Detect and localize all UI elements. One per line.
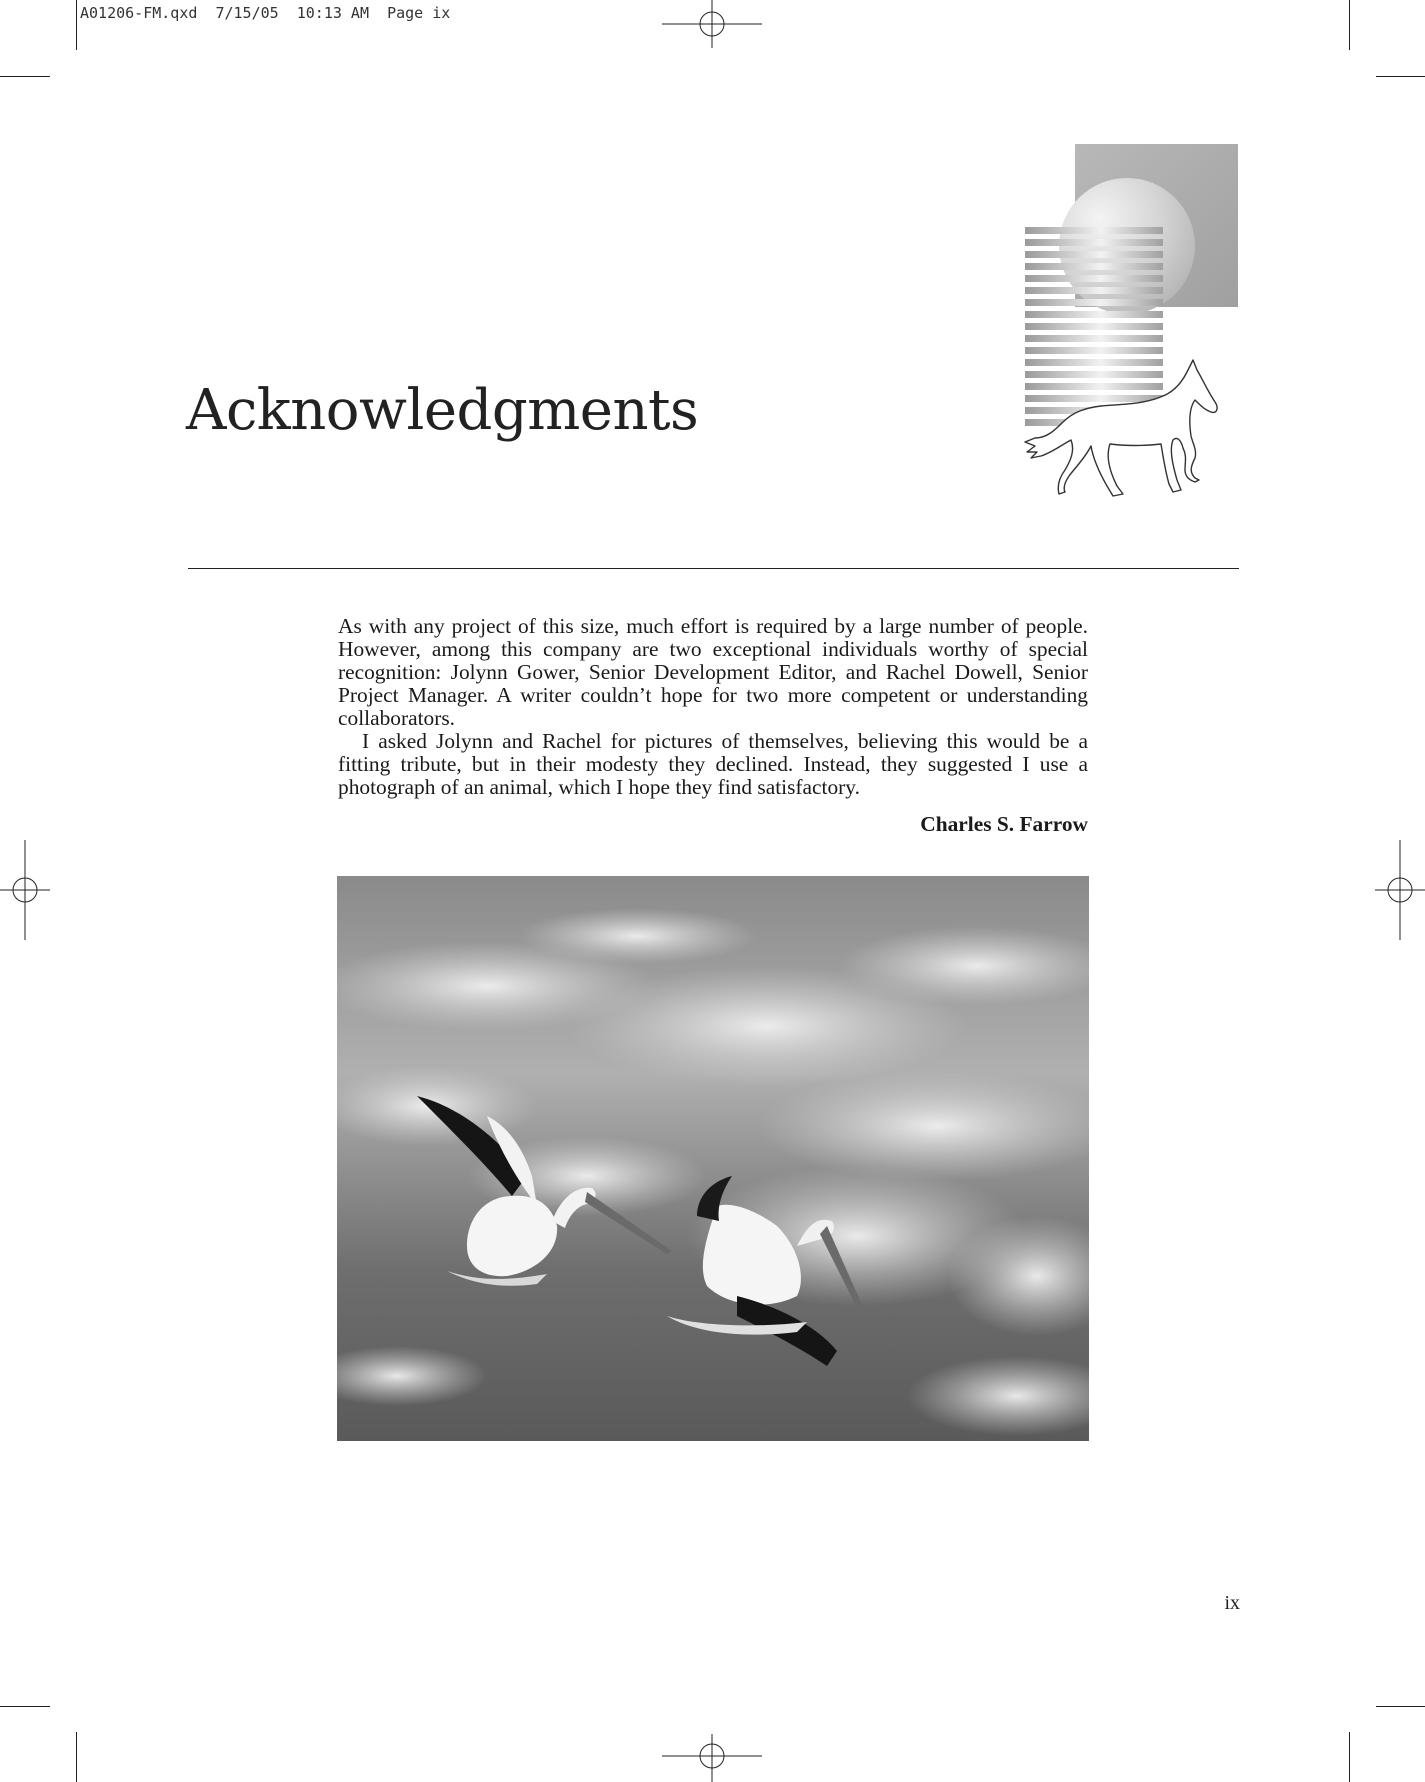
printer-slug	[80, 4, 450, 22]
crop-mark-bottom-right-v	[1349, 1732, 1350, 1782]
horse-icon	[1025, 360, 1217, 496]
crop-mark-top-right-v	[1349, 0, 1350, 50]
crop-mark-bottom-left-v	[76, 1732, 77, 1782]
title-rule	[188, 568, 1239, 569]
registration-mark-bottom	[662, 1732, 762, 1782]
slug-time: 10:13 AM	[296, 4, 369, 22]
chapter-title: Acknowledgments	[186, 378, 699, 443]
crop-mark-top-left-v	[76, 0, 77, 50]
pelican-photo	[337, 876, 1089, 1441]
page-number: ix	[1224, 1592, 1240, 1614]
author-signature: Charles S. Farrow	[920, 812, 1088, 836]
paragraph-1: As with any project of this size, much effort is required by a large number of people. However, among this company are two exceptional individuals worthy of special recognition: Jolynn Gower, Senior Development Editor, and Rachel Dowell, Senior Project Manager. A writer couldn’t hope for two more competent or understanding collaborators.	[338, 614, 1088, 730]
chapter-decoration	[1005, 140, 1255, 540]
slug-date: 7/15/05	[215, 4, 279, 22]
paragraph-2: I asked Jolynn and Rachel for pictures of themselves, believing this would be a fitting tribute, but in their modesty they declined. Instead, they suggested I use a photograph of an animal, which I hope they find satisfactory.	[338, 729, 1088, 799]
slug-file: A01206-FM.qxd	[80, 4, 198, 22]
body-text	[338, 615, 1088, 799]
registration-mark-left	[0, 840, 50, 940]
crop-mark-bottom-right-h	[1376, 1706, 1425, 1707]
registration-mark-top	[662, 0, 762, 50]
crop-mark-bottom-left-h	[0, 1706, 50, 1707]
decoration-stripes	[1025, 227, 1163, 426]
crop-mark-top-right-h	[1376, 76, 1425, 77]
registration-mark-right	[1375, 840, 1425, 940]
crop-mark-top-left-h	[0, 76, 50, 77]
slug-page: Page ix	[387, 4, 451, 22]
